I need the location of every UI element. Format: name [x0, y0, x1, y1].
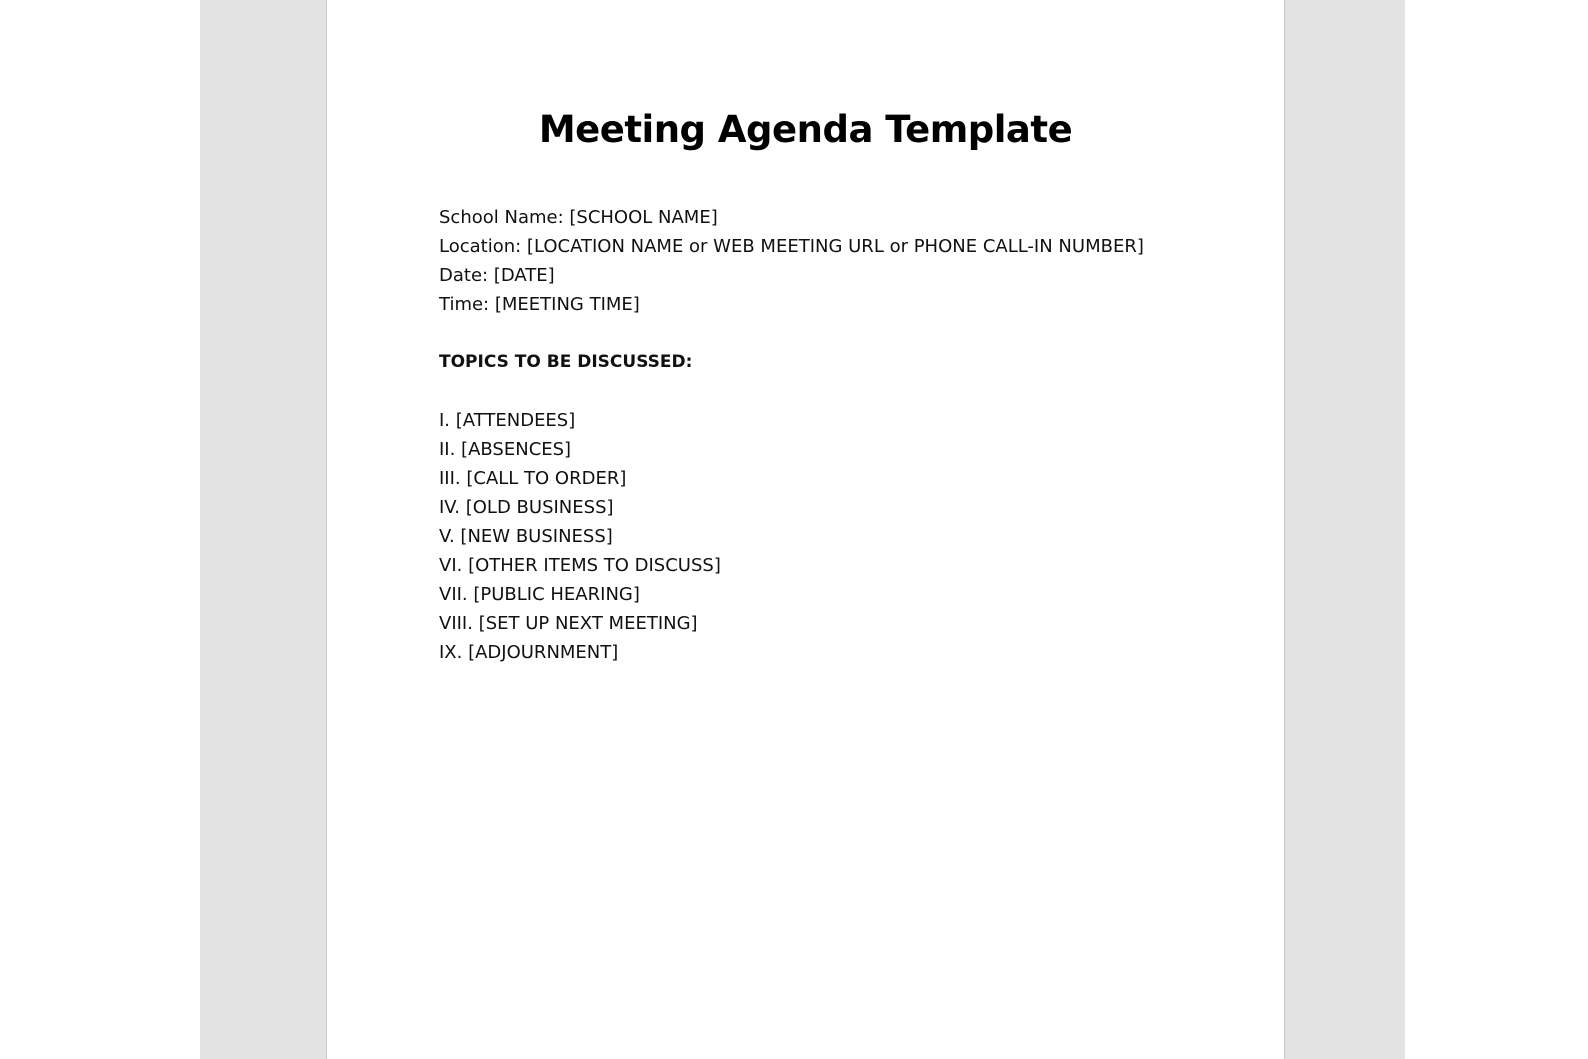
location-line: Location: [LOCATION NAME or WEB MEETING URL or PHONE CALL-IN NUMBER]: [439, 236, 1144, 257]
spacer: [439, 319, 1239, 348]
list-item: I. [ATTENDEES]: [439, 410, 576, 431]
document-body: [439, 203, 1239, 667]
list-item: II. [ABSENCES]: [439, 439, 572, 460]
spacer: [439, 377, 1239, 406]
list-item: VI. [OTHER ITEMS TO DISCUSS]: [439, 555, 721, 576]
list-item: III. [CALL TO ORDER]: [439, 468, 627, 489]
time-line: Time: [MEETING TIME]: [439, 294, 640, 315]
list-item: IX. [ADJOURNMENT]: [439, 642, 619, 663]
date-line: Date: [DATE]: [439, 265, 555, 286]
topics-list: [439, 406, 1239, 667]
document-page: [326, 0, 1285, 1059]
list-item: VIII. [SET UP NEXT MEETING]: [439, 613, 698, 634]
list-item: IV. [OLD BUSINESS]: [439, 497, 614, 518]
list-item: V. [NEW BUSINESS]: [439, 526, 613, 547]
page-title: Meeting Agenda Template: [538, 108, 1073, 151]
school-name-line: School Name: [SCHOOL NAME]: [439, 207, 718, 228]
list-item: VII. [PUBLIC HEARING]: [439, 584, 640, 605]
topics-heading: TOPICS TO BE DISCUSSED:: [439, 352, 693, 372]
